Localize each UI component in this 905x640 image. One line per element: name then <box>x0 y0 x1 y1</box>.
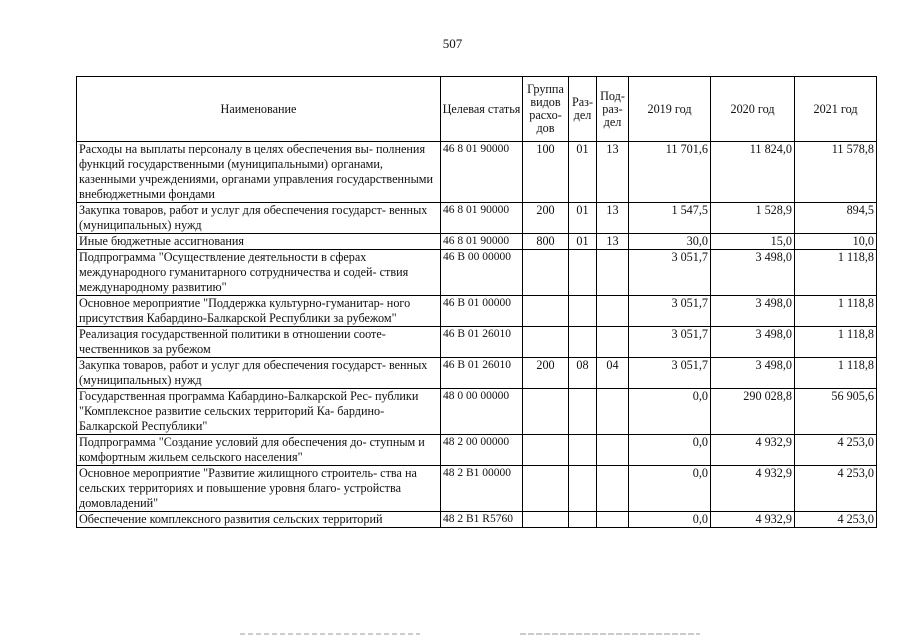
cell-2019: 11 701,6 <box>629 142 711 203</box>
cell-group <box>523 435 569 466</box>
cell-subsection <box>597 389 629 435</box>
cell-2019: 1 547,5 <box>629 203 711 234</box>
cell-target: 48 2 В1 00000 <box>441 466 523 512</box>
cell-target: 46 В 01 00000 <box>441 296 523 327</box>
cell-target: 48 2 В1 R5760 <box>441 512 523 528</box>
table-row <box>77 512 877 528</box>
table-row <box>77 466 877 512</box>
table-row <box>77 234 877 250</box>
cell-2021: 1 118,8 <box>795 296 877 327</box>
cell-subsection <box>597 512 629 528</box>
cell-2019: 3 051,7 <box>629 358 711 389</box>
cell-subsection: 04 <box>597 358 629 389</box>
cell-2021: 1 118,8 <box>795 358 877 389</box>
cell-section: 01 <box>569 203 597 234</box>
cell-group: 200 <box>523 358 569 389</box>
cell-name: Основное мероприятие "Поддержка культурно-гуманитар- ного присутствия Кабардино-Балкарской Республики за рубежом" <box>77 296 441 327</box>
table-row <box>77 358 877 389</box>
cell-name: Расходы на выплаты персоналу в целях обеспечения вы- полнения функций государственными (муниципальными) органами, казенными учреждениями, органами управления государственными внебюджетными фондами <box>77 142 441 203</box>
cell-2020: 15,0 <box>711 234 795 250</box>
cell-target: 46 8 01 90000 <box>441 203 523 234</box>
cell-section: 08 <box>569 358 597 389</box>
table-row <box>77 327 877 358</box>
header-target: Целевая статья <box>441 77 523 142</box>
cell-section <box>569 435 597 466</box>
cell-subsection <box>597 296 629 327</box>
cell-group: 800 <box>523 234 569 250</box>
table-row <box>77 142 877 203</box>
cell-2021: 1 118,8 <box>795 250 877 296</box>
cell-group <box>523 250 569 296</box>
table-row <box>77 296 877 327</box>
cell-2021: 4 253,0 <box>795 512 877 528</box>
cell-2019: 0,0 <box>629 435 711 466</box>
cell-section <box>569 512 597 528</box>
cell-group <box>523 512 569 528</box>
cell-name: Государственная программа Кабардино-Балкарской Рес- публики "Комплексное развитие сельских территорий Ка- бардино-Балкарской Республики" <box>77 389 441 435</box>
cell-2021: 894,5 <box>795 203 877 234</box>
cell-2021: 56 905,6 <box>795 389 877 435</box>
cell-target: 48 0 00 00000 <box>441 389 523 435</box>
cell-name: Закупка товаров, работ и услуг для обеспечения государст- венных (муниципальных) нужд <box>77 358 441 389</box>
header-group: Группа видов расхо- дов <box>523 77 569 142</box>
cell-subsection <box>597 435 629 466</box>
cell-name: Иные бюджетные ассигнования <box>77 234 441 250</box>
cell-section: 01 <box>569 234 597 250</box>
table-row <box>77 250 877 296</box>
cell-target: 46 8 01 90000 <box>441 234 523 250</box>
cell-2019: 30,0 <box>629 234 711 250</box>
cell-subsection: 13 <box>597 234 629 250</box>
cell-group <box>523 389 569 435</box>
header-2020: 2020 год <box>711 77 795 142</box>
table-row <box>77 389 877 435</box>
cell-2019: 3 051,7 <box>629 327 711 358</box>
cell-2020: 4 932,9 <box>711 466 795 512</box>
cell-section <box>569 250 597 296</box>
cell-2019: 0,0 <box>629 389 711 435</box>
cell-2019: 3 051,7 <box>629 250 711 296</box>
cell-2021: 1 118,8 <box>795 327 877 358</box>
cell-2020: 290 028,8 <box>711 389 795 435</box>
cell-2021: 4 253,0 <box>795 435 877 466</box>
cell-name: Подпрограмма "Осуществление деятельности в сферах международного гуманитарного сотрудничества и содей- ствия международному развитию" <box>77 250 441 296</box>
cell-subsection: 13 <box>597 203 629 234</box>
cell-section <box>569 466 597 512</box>
scan-artifact <box>0 628 905 640</box>
cell-target: 46 В 00 00000 <box>441 250 523 296</box>
header-name: Наименование <box>77 77 441 142</box>
cell-2020: 4 932,9 <box>711 512 795 528</box>
table-row <box>77 203 877 234</box>
cell-2020: 4 932,9 <box>711 435 795 466</box>
cell-name: Подпрограмма "Создание условий для обеспечения до- ступным и комфортным жильем сельского населения" <box>77 435 441 466</box>
cell-target: 46 В 01 26010 <box>441 358 523 389</box>
cell-target: 48 2 00 00000 <box>441 435 523 466</box>
cell-2021: 10,0 <box>795 234 877 250</box>
cell-name: Реализация государственной политики в отношении соотe- чественников за рубежом <box>77 327 441 358</box>
cell-2020: 3 498,0 <box>711 358 795 389</box>
cell-group <box>523 296 569 327</box>
cell-2020: 3 498,0 <box>711 296 795 327</box>
cell-group: 100 <box>523 142 569 203</box>
header-2019: 2019 год <box>629 77 711 142</box>
cell-target: 46 В 01 26010 <box>441 327 523 358</box>
cell-2021: 11 578,8 <box>795 142 877 203</box>
cell-2019: 3 051,7 <box>629 296 711 327</box>
cell-section <box>569 389 597 435</box>
cell-group <box>523 327 569 358</box>
cell-2019: 0,0 <box>629 466 711 512</box>
cell-section <box>569 327 597 358</box>
cell-2020: 1 528,9 <box>711 203 795 234</box>
cell-name: Основное мероприятие "Развитие жилищного строитель- ства на сельских территориях и повышение уровня благо- устройства домовладений" <box>77 466 441 512</box>
table-row <box>77 435 877 466</box>
header-subsection: Под- раз- дел <box>597 77 629 142</box>
cell-2020: 3 498,0 <box>711 250 795 296</box>
header-section: Раз- дел <box>569 77 597 142</box>
cell-target: 46 8 01 90000 <box>441 142 523 203</box>
header-2021: 2021 год <box>795 77 877 142</box>
cell-group <box>523 466 569 512</box>
cell-subsection: 13 <box>597 142 629 203</box>
header-row <box>77 77 877 142</box>
cell-section <box>569 296 597 327</box>
cell-subsection <box>597 466 629 512</box>
cell-subsection <box>597 250 629 296</box>
cell-2021: 4 253,0 <box>795 466 877 512</box>
cell-subsection <box>597 327 629 358</box>
cell-section: 01 <box>569 142 597 203</box>
cell-name: Обеспечение комплексного развития сельских территорий <box>77 512 441 528</box>
cell-2019: 0,0 <box>629 512 711 528</box>
cell-name: Закупка товаров, работ и услуг для обеспечения государст- венных (муниципальных) нужд <box>77 203 441 234</box>
cell-2020: 3 498,0 <box>711 327 795 358</box>
cell-group: 200 <box>523 203 569 234</box>
budget-table <box>76 76 877 528</box>
cell-2020: 11 824,0 <box>711 142 795 203</box>
page-number: 507 <box>442 36 463 51</box>
